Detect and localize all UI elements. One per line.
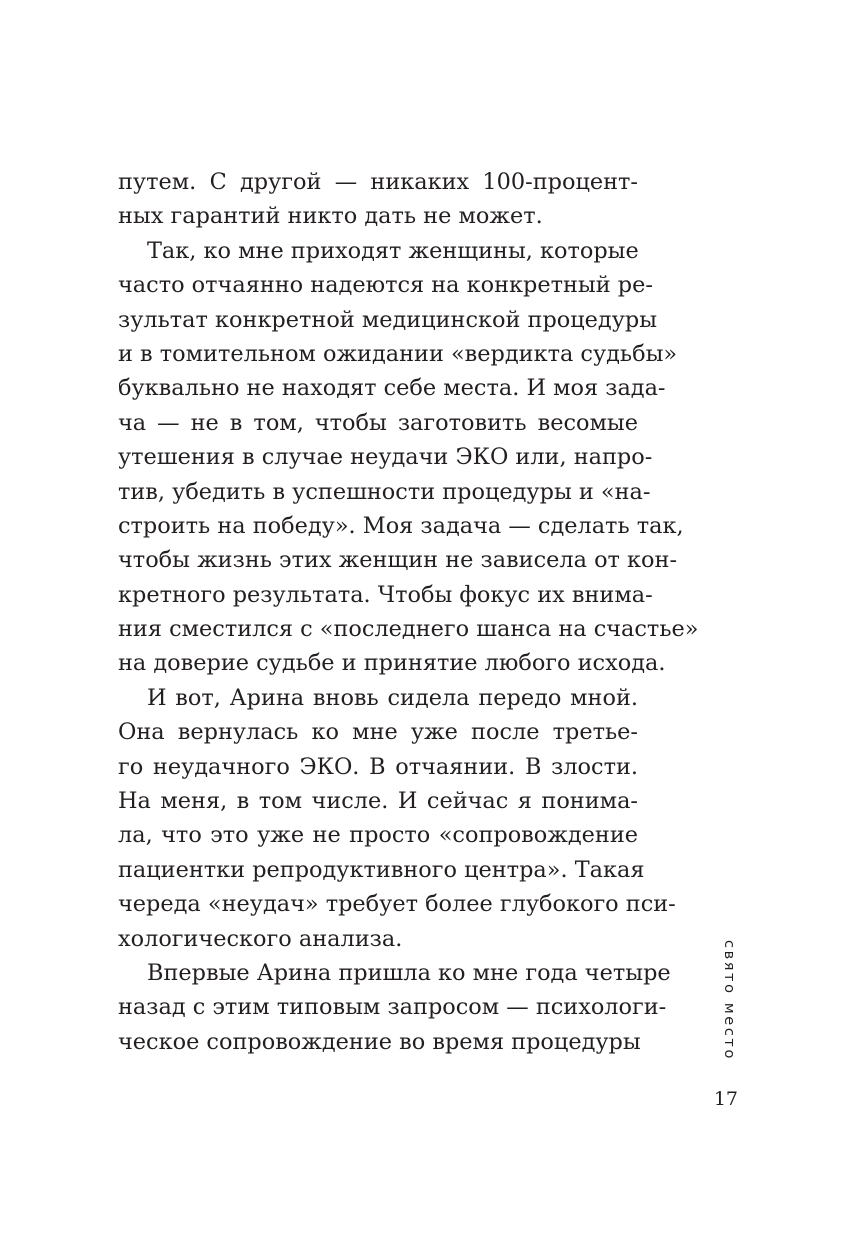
text-line: буквально не находят себе места. И моя зада- [118,375,666,402]
text-line: утешения в случае неудачи ЭКО или, напро- [118,444,653,471]
text-line: ных гарантий никто дать не может. [118,203,543,230]
text-line: тив, убедить в успешности процедуры и «на- [118,478,651,505]
body-text [118,165,699,1059]
text-line: ческое сопровождение во время процедуры [118,1028,641,1055]
text-line: пациентки репродуктивного центра». Такая [118,856,645,883]
text-line: На меня, в том числе. И сейчас я понима- [118,788,638,815]
text-line: Впервые Арина пришла ко мне года четыре [147,959,671,986]
text-line: чтобы жизнь этих женщин не зависела от кон- [118,547,678,574]
text-line: ча — не в том, чтобы заготовить весомые [118,409,638,436]
text-line: Она вернулась ко мне уже после третье- [118,719,638,746]
text-line: назад с этим типовым запросом — психологи- [118,994,667,1021]
text-line: И вот, Арина вновь сидела передо мной. [147,684,638,711]
text-line: череда «неудач» требует более глубокого пси- [118,891,676,918]
text-line: Так, ко мне приходят женщины, которые [147,237,639,264]
text-line: зультат конкретной медицинской процедуры [118,306,658,333]
text-line: на доверие судьбе и принятие любого исхода. [118,650,666,677]
text-line: кретного результата. Чтобы фокус их внима- [118,581,653,608]
text-line: часто отчаянно надеются на конкретный ре- [118,272,653,299]
running-head: свято место [721,940,737,1061]
text-line: путем. С другой — никаких 100-процент- [118,169,638,195]
text-line: ния сместился с «последнего шанса на счастье» [118,616,699,643]
page-number: 17 [713,1088,738,1110]
text-line: го неудачного ЭКО. В отчаянии. В злости. [118,753,638,780]
text-line: строить на победу». Моя задача — сделать так, [118,512,684,539]
text-line: ла, что это уже не просто «сопровождение [118,822,638,849]
text-line: хологического анализа. [118,925,403,952]
text-line: и в томительном ожидании «вердикта судьбы» [118,340,678,367]
